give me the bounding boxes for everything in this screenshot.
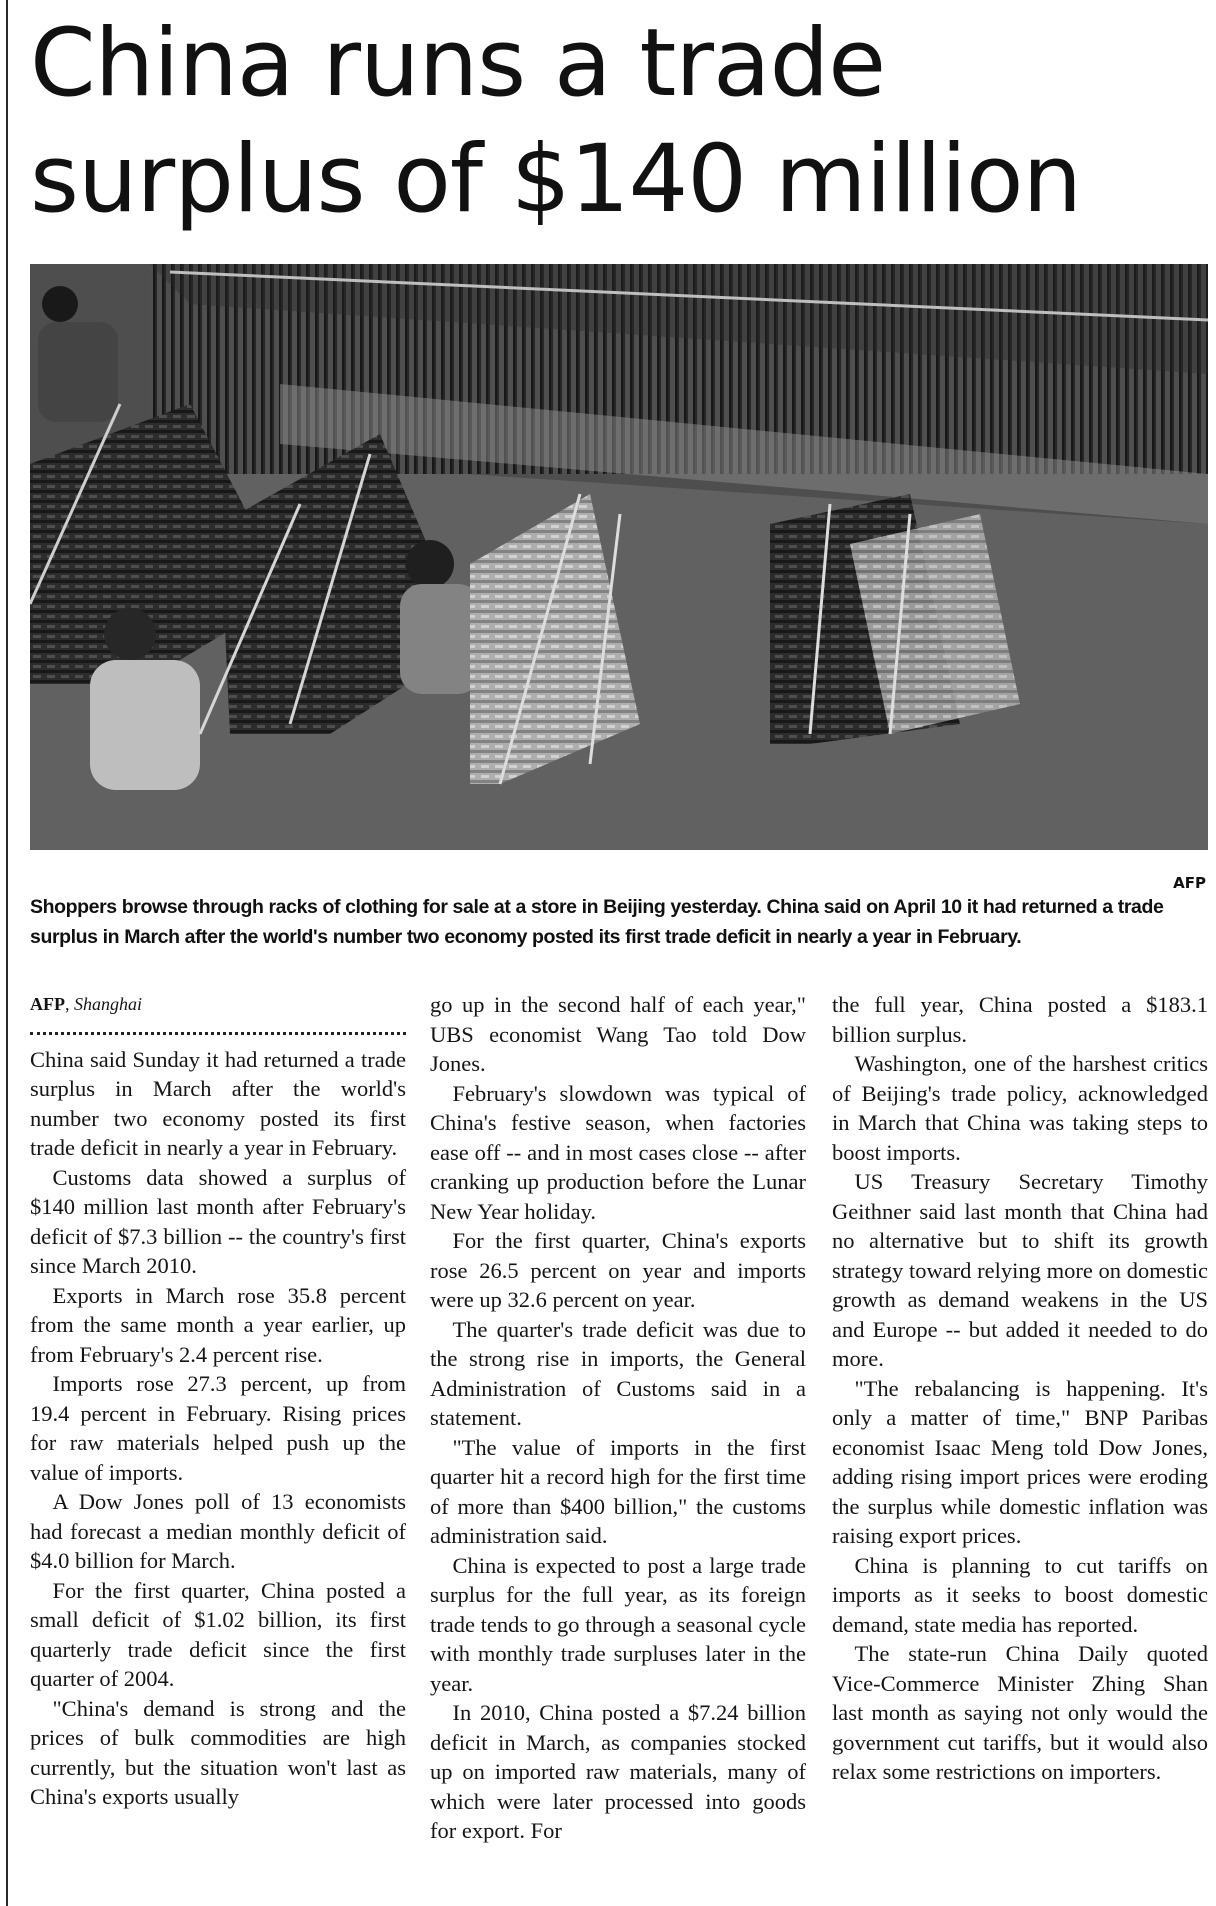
article-paragraph: China is expected to post a large trade surplus for the full year, as its foreign trade tends to go through a seasonal cycle with monthly trade surpluses later in the year. xyxy=(430,1552,806,1696)
article-paragraph: For the first quarter, China's exports rose 26.5 percent on year and imports were up 32.6 percent on year. xyxy=(430,1228,806,1312)
article-paragraph: For the first quarter, China posted a small deficit of $1.02 billion, its first quarterly trade deficit since the first quarter of 2004. xyxy=(30,1577,406,1691)
photo-credit: AFP xyxy=(1173,874,1206,892)
store-clothing-racks-photo xyxy=(30,264,1208,850)
article-column-3 xyxy=(832,990,1208,1787)
article-paragraph: go up in the second half of each year," UBS economist Wang Tao told Dow Jones. xyxy=(430,992,806,1076)
news-photo xyxy=(30,264,1208,850)
article-paragraph: "The rebalancing is happening. It's only a matter of time," BNP Paribas economist Isaac Meng told Dow Jones, adding rising import prices were eroding the surplus while domestic inflation was raising export prices. xyxy=(832,1375,1208,1548)
article-paragraph: "China's demand is strong and the prices of bulk commodities are high currently, but the situation won't last as China's exports usually xyxy=(30,1695,406,1809)
article-paragraph: the full year, China posted a $183.1 billion surplus. xyxy=(832,992,1208,1047)
article-paragraph: Customs data showed a surplus of $140 million last month after February's deficit of $7.3 billion -- the country's first since March 2010. xyxy=(30,1164,406,1278)
article-paragraph: Washington, one of the harshest critics of Beijing's trade policy, acknowledged in March that China was taking steps to boost imports. xyxy=(832,1051,1208,1165)
article-paragraph: "The value of imports in the first quarter hit a record high for the first time of more than $400 billion," the customs administration said. xyxy=(430,1434,806,1548)
article-paragraph: In 2010, China posted a $7.24 billion deficit in March, as companies stocked up on imported raw materials, many of which were later processed into goods for export. For xyxy=(430,1700,806,1843)
dateline: AFP, Shanghai xyxy=(30,994,143,1014)
dateline-agency: AFP xyxy=(30,994,65,1014)
article-paragraph: The quarter's trade deficit was due to the strong rise in imports, the General Administration of Customs said in a statement. xyxy=(430,1316,806,1430)
article-paragraph: China said Sunday it had returned a trade surplus in March after the world's number two economy posted its first trade deficit in nearly a year in February. xyxy=(30,1046,406,1160)
article-column-1 xyxy=(30,990,406,1812)
article-paragraph: China is planning to cut tariffs on imports as it seeks to boost domestic demand, state media has reported. xyxy=(832,1552,1208,1637)
headline: China runs a trade surplus of $140 million xyxy=(30,9,1082,234)
column-rule xyxy=(6,0,8,1906)
dateline-city: Shanghai xyxy=(74,994,143,1014)
article-column-2 xyxy=(430,990,806,1846)
photo-caption: Shoppers browse through racks of clothing for sale at a store in Beijing yesterday. China said on April 10 it had returned a trade surplus in March after the world's number two economy posted its first trade deficit in nearly a year in February. xyxy=(30,896,1164,948)
article-paragraph: Exports in March rose 35.8 percent from the same month a year earlier, up from February's 2.4 percent rise. xyxy=(30,1282,406,1367)
article-paragraph: A Dow Jones poll of 13 economists had forecast a median monthly deficit of $4.0 billion for March. xyxy=(30,1489,406,1573)
dotted-divider xyxy=(30,1032,406,1035)
article-paragraph: The state-run China Daily quoted Vice-Commerce Minister Zhing Shan last month as saying not only would the government cut tariffs, but it would also relax some restrictions on importers. xyxy=(832,1641,1208,1784)
article-paragraph: February's slowdown was typical of China's festive season, when factories ease off -- and in most cases close -- after cranking up production before the Lunar New Year holiday. xyxy=(430,1080,806,1224)
article-paragraph: Imports rose 27.3 percent, up from 19.4 percent in February. Rising prices for raw materials helped push up the value of imports. xyxy=(30,1371,406,1485)
article-paragraph: US Treasury Secretary Timothy Geithner said last month that China had no alternative but to shift its growth strategy toward relying more on domestic growth as demand weakens in the US and Europe -- but added it needed to do more. xyxy=(832,1169,1208,1371)
